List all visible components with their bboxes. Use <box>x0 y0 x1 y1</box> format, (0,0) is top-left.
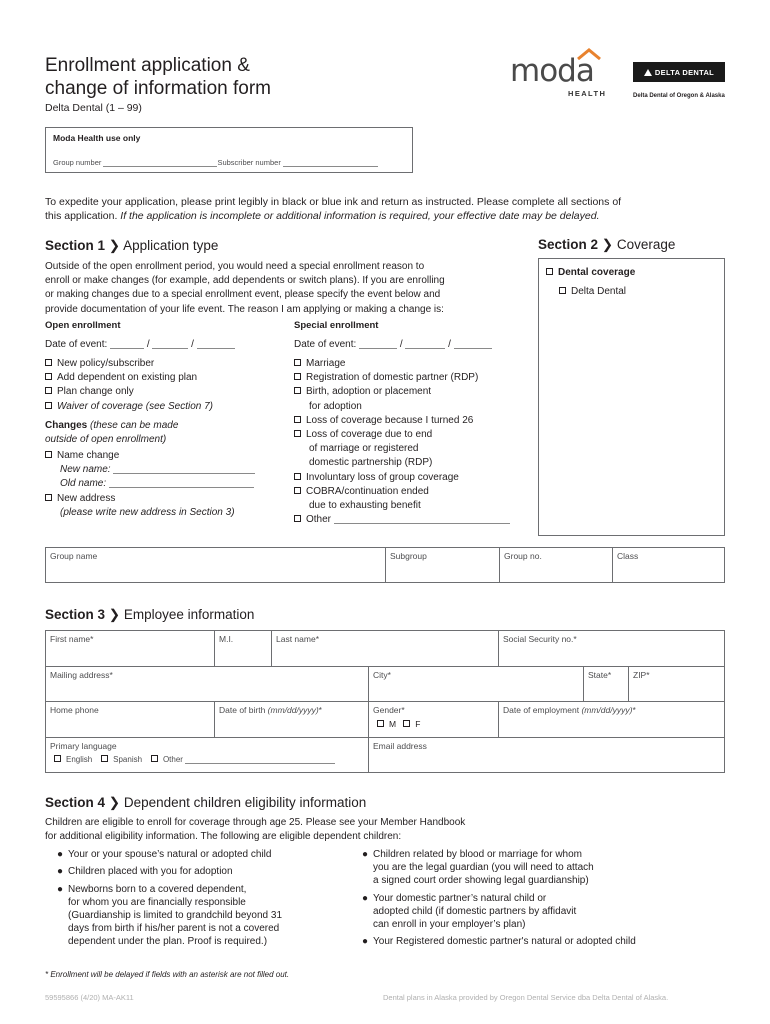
section4-heading: Section 4 ❯ Dependent children eligibility information <box>45 795 367 810</box>
option-other[interactable]: Other <box>294 513 534 527</box>
class-cell[interactable]: Class <box>617 551 639 561</box>
option-involuntary-loss[interactable]: Involuntary loss of group coverage <box>294 471 534 485</box>
section3-heading: Section 3 ❯ Employee information <box>45 607 255 622</box>
delta-triangle-icon <box>644 69 652 76</box>
checkbox[interactable] <box>45 387 52 394</box>
checkbox[interactable] <box>45 359 52 366</box>
language-spanish-option[interactable]: Spanish <box>101 755 142 764</box>
right-bullet-3: ● Your Registered domestic partner's natural or adopted child <box>362 936 636 947</box>
employee-info-table <box>45 630 725 773</box>
option-rdp[interactable]: Registration of domestic partner (RDP) <box>294 371 534 385</box>
checkbox[interactable] <box>294 430 301 437</box>
group-no-cell[interactable]: Group no. <box>500 548 613 582</box>
checkbox[interactable] <box>45 373 52 380</box>
moda-health-logo: moda HEALTH <box>510 48 610 100</box>
email-cell[interactable]: Email address <box>373 741 427 751</box>
option-cobra[interactable]: COBRA/continuation ended <box>294 485 534 499</box>
dental-coverage-option[interactable]: Dental coverage <box>546 266 635 280</box>
group-info-table <box>45 547 725 583</box>
option-new-address[interactable]: New address <box>45 492 255 506</box>
moda-use-only-box: Moda Health use only Group number Subscriber number <box>45 127 413 173</box>
checkbox[interactable] <box>101 755 108 762</box>
checkbox[interactable] <box>294 416 301 423</box>
left-bullet-2: ● Children placed with you for adoption <box>57 866 233 877</box>
checkbox[interactable] <box>294 515 301 522</box>
state-cell[interactable]: State* <box>584 667 629 702</box>
form-code: 59595866 (4/20) MA-AK11 <box>45 993 134 1002</box>
option-marriage[interactable]: Marriage <box>294 357 534 371</box>
option-turned-26[interactable]: Loss of coverage because I turned 26 <box>294 414 534 428</box>
section1-heading: Section 1 ❯ Application type <box>45 238 219 253</box>
primary-language-cell: Primary language English Spanish Other <box>46 738 369 773</box>
option-plan-change[interactable]: Plan change only <box>45 385 213 399</box>
special-options-list: Marriage Registration of domestic partner (RDP) Birth, adoption or placement for adoption Loss of coverage because I turned 26 Loss of coverage due to end of marriage or registered domestic partnership (RDP) Involuntary loss of group coverage COBRA/continuation ended due to exhausting benefit Other <box>294 357 534 527</box>
checkbox[interactable] <box>45 451 52 458</box>
left-bullet-1: ● Your or your spouse’s natural or adopted child <box>57 849 272 860</box>
intro-paragraph: To expedite your application, please print legibly in black or blue ink and return as instructed. Please complete all sections of this application. If the application is incomplete or additional information is required, your effective date may be delayed. <box>45 196 622 222</box>
gender-f-option[interactable]: F <box>403 719 420 729</box>
option-new-policy[interactable]: New policy/subscriber <box>45 357 213 371</box>
right-bullet-1: ● Children related by blood or marriage for whom you are the legal guardian (you will need to attach a signed court order showing legal guardianship) <box>362 849 594 886</box>
city-cell[interactable]: City* <box>369 667 584 702</box>
checkbox[interactable] <box>403 720 410 727</box>
checkbox[interactable] <box>294 487 301 494</box>
mi-cell[interactable]: M.I. <box>215 631 272 667</box>
group-number-field[interactable]: Group number Subscriber number <box>53 158 378 167</box>
gender-cell: Gender* M F <box>369 702 499 738</box>
special-date-field[interactable]: Date of event: / / <box>294 338 492 352</box>
section2-heading: Section 2 ❯ Coverage <box>538 237 676 252</box>
option-loss-marriage[interactable]: Loss of coverage due to end <box>294 428 534 442</box>
subgroup-cell[interactable]: Subgroup <box>386 548 500 582</box>
left-bullet-3: ● Newborns born to a covered dependent, for whom you are financially responsible (Guardianship is limited to grandchild beyond 31 days from birth if his/her parent is not a covered dependent under the plan. Proof is required.) <box>57 884 283 947</box>
group-name-cell[interactable]: Group name <box>46 548 386 582</box>
old-name-field[interactable]: Old name: <box>45 477 255 491</box>
home-phone-cell[interactable]: Home phone <box>46 702 215 738</box>
last-name-cell[interactable]: Last name* <box>272 631 499 667</box>
changes-list: Name change New name: Old name: New address (please write new address in Section 3) <box>45 449 255 520</box>
open-options-list <box>45 357 213 414</box>
gender-m-option[interactable]: M <box>377 719 396 729</box>
changes-heading: Changes (these can be made outside of open enrollment) <box>45 420 179 446</box>
section4-intro: Children are eligible to enroll for coverage through age 25. Please see your Member Handbook for additional eligibility information. The following are eligible dependent children: <box>45 817 466 843</box>
mailing-address-cell[interactable]: Mailing address* <box>46 667 369 702</box>
delta-dental-option[interactable]: Delta Dental <box>559 285 626 299</box>
checkbox[interactable] <box>151 755 158 762</box>
footer-disclaimer: Dental plans in Alaska provided by Oregon Dental Service dba Delta Dental of Alaska. <box>383 993 669 1002</box>
open-date-field[interactable]: Date of event: / / <box>45 338 235 352</box>
option-birth-adoption[interactable]: Birth, adoption or placement <box>294 385 534 399</box>
page-subtitle: Delta Dental (1 – 99) <box>45 102 142 114</box>
delta-dental-logo: DELTA DENTAL <box>633 62 725 82</box>
checkbox[interactable] <box>45 494 52 501</box>
special-enrollment-heading: Special enrollment <box>294 320 379 331</box>
checkbox[interactable] <box>54 755 61 762</box>
new-name-field[interactable]: New name: <box>45 463 255 477</box>
language-english-option[interactable]: English <box>54 755 92 764</box>
language-other-option[interactable]: Other <box>151 755 335 764</box>
right-bullet-2: ● Your domestic partner’s natural child or adopted child (if domestic partners by affidavit can enroll in your employer’s plan) <box>362 893 577 930</box>
option-add-dependent[interactable]: Add dependent on existing plan <box>45 371 213 385</box>
checkbox[interactable] <box>45 402 52 409</box>
checkbox[interactable] <box>294 373 301 380</box>
dob-cell[interactable]: Date of birth (mm/dd/yyyy)* <box>215 702 369 738</box>
checkbox[interactable] <box>294 473 301 480</box>
option-name-change[interactable]: Name change <box>45 449 255 463</box>
section1-description: Outside of the open enrollment period, you would need a special enrollment reason to enroll or make changes (for example, add dependents or switch plans). If you are enrolling or making changes due to a special enrollment event, please specify the event below and provide documentation of your life event. The reason I am applying or making a change is: <box>45 261 445 315</box>
first-name-cell[interactable]: First name* <box>46 631 215 667</box>
checkbox[interactable] <box>559 287 566 294</box>
delta-dental-subtitle: Delta Dental of Oregon & Alaska <box>633 93 725 99</box>
checkbox[interactable] <box>377 720 384 727</box>
option-waiver[interactable]: Waiver of coverage (see Section 7) <box>45 400 213 414</box>
open-enrollment-heading: Open enrollment <box>45 320 121 331</box>
page-title: Enrollment application & change of information form <box>45 55 272 99</box>
ssn-cell[interactable]: Social Security no.* <box>499 631 725 667</box>
employment-date-cell[interactable]: Date of employment (mm/dd/yyyy)* <box>499 702 725 738</box>
coverage-box <box>538 258 725 536</box>
checkbox[interactable] <box>294 359 301 366</box>
zip-cell[interactable]: ZIP* <box>629 667 725 702</box>
checkbox[interactable] <box>294 387 301 394</box>
checkbox[interactable] <box>546 268 553 275</box>
asterisk-note: * Enrollment will be delayed if fields with an asterisk are not filled out. <box>45 970 290 979</box>
